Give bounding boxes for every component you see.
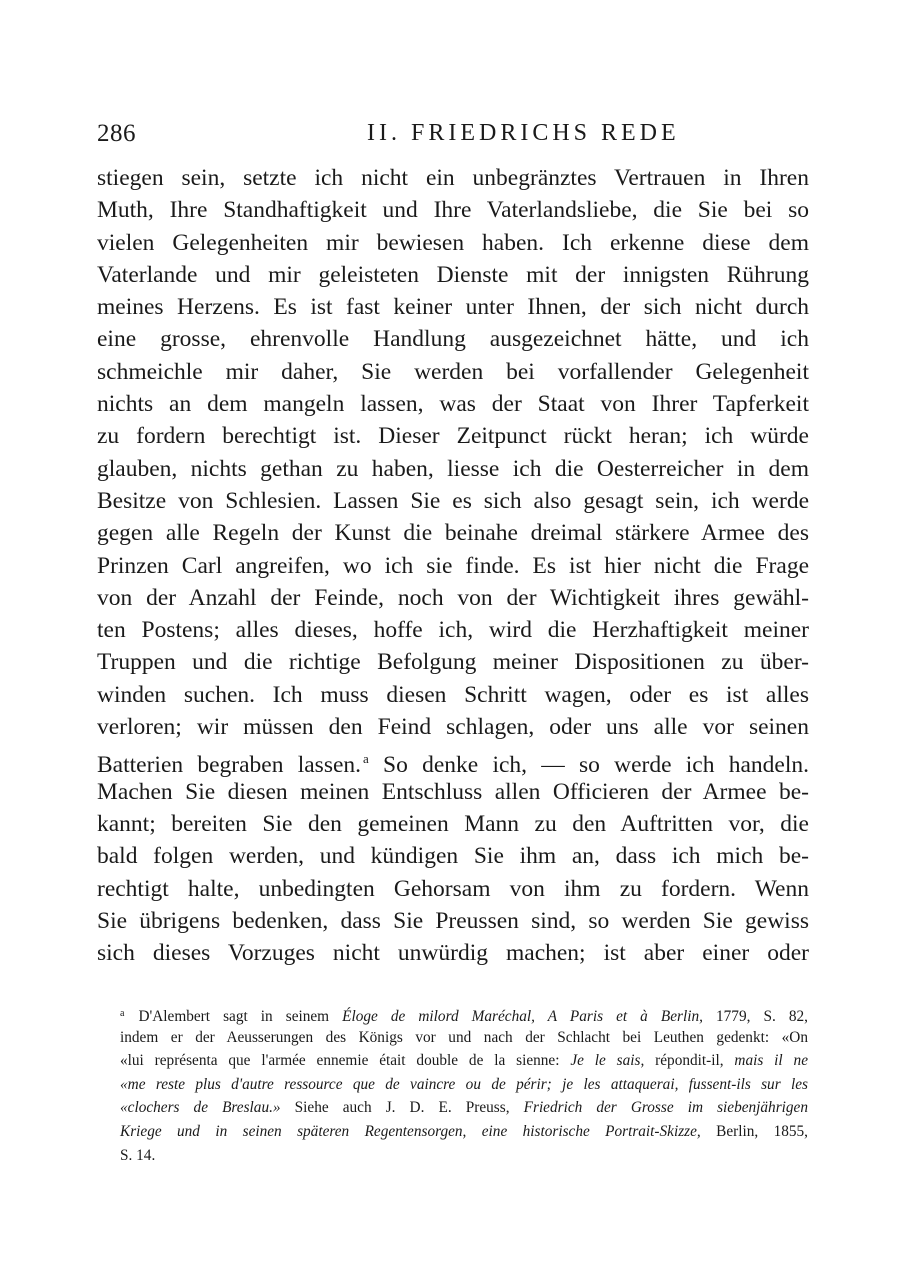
text-line: sich dieses Vorzuges nicht unwürdig machen; ist aber einer oder <box>97 940 809 967</box>
footnote-line <box>120 1096 808 1120</box>
text-line: rechtigt halte, unbedingten Gehorsam von ihm zu fordern. Wenn <box>97 875 809 902</box>
text-line: zu fordern berechtigt ist. Dieser Zeitpunct rückt heran; ich würde <box>97 423 809 450</box>
page-header <box>97 118 809 154</box>
footnote-text: Berlin, 1855, <box>700 1122 808 1140</box>
text-line: von der Anzahl der Feinde, noch von der Wichtigkeit ihres gewähl- <box>97 584 809 611</box>
page-number: 286 <box>97 120 136 147</box>
text-line: Vaterlande und mir geleisteten Dienste mit der innigsten Rührung <box>97 261 809 288</box>
text-segment: So denke ich, — so werde ich handeln. <box>368 752 809 779</box>
text-line: gegen alle Regeln der Kunst die beinahe dreimal stärkere Armee des <box>97 520 809 547</box>
text-line: Machen Sie diesen meinen Entschluss allen Officieren der Armee be- <box>97 778 809 805</box>
text-line: nichts an dem mangeln lassen, was der Staat von Ihrer Tapferkeit <box>97 391 809 418</box>
footnote-title-italic: Friedrich der Grosse im siebenjährigen <box>523 1099 808 1117</box>
footnote-quote-italic: «clochers de Breslau.» <box>120 1099 281 1117</box>
text-line: Besitze von Schlesien. Lassen Sie es sich also gesagt sein, ich werde <box>97 487 809 514</box>
footnote-title-italic: Éloge de milord Maréchal, A Paris et à Berlin, <box>342 1008 703 1025</box>
footnote <box>120 1002 808 1167</box>
footnote-line: S. 14. <box>120 1146 156 1164</box>
text-line: bald folgen werden, und kündigen Sie ihm an, dass ich mich be- <box>97 843 809 870</box>
running-title: II. FRIEDRICHS REDE <box>367 120 680 146</box>
footnote-quote-italic: mais il ne <box>734 1052 808 1070</box>
text-line: ten Postens; alles dieses, hoffe ich, wird die Herzhaftigkeit meiner <box>97 617 809 644</box>
text-line: vielen Gelegenheiten mir bewiesen haben. Ich erkenne diese dem <box>97 229 809 256</box>
footnote-title-italic: Kriege und in seinen späteren Regentensorgen, eine historische Portrait-Skizze, <box>120 1122 701 1140</box>
text-line: Truppen und die richtige Befolgung meiner Dispositionen zu über- <box>97 649 809 676</box>
text-line: kannt; bereiten Sie den gemeinen Mann zu den Auftritten vor, die <box>97 810 809 837</box>
text-line: meines Herzens. Es ist fast keiner unter Ihnen, der sich nicht durch <box>97 294 809 321</box>
faint-stamp-mark <box>392 975 432 993</box>
footnote-line: «me reste plus d'autre ressource que de vaincre ou de périr; je les attaquerai, fussent-ils sur les <box>120 1075 808 1093</box>
text-line: verloren; wir müssen den Feind schlagen, oder uns alle vor seinen <box>97 714 809 741</box>
footnote-line <box>120 1002 808 1026</box>
footnote-text: 1779, S. 82, <box>702 1008 809 1025</box>
text-line: stiegen sein, setzte ich nicht ein unbegränztes Vertrauen in Ihren <box>97 165 809 191</box>
text-line: Sie übrigens bedenken, dass Sie Preussen sind, so werden Sie gewiss <box>97 907 809 934</box>
footnote-line <box>120 1120 808 1144</box>
text-line-with-footnote-ref <box>97 743 809 779</box>
footnote-text: Siehe auch J. D. E. Preuss, <box>280 1099 524 1117</box>
text-line: Prinzen Carl angreifen, wo ich sie finde. Es ist hier nicht die Frage <box>97 552 809 579</box>
footnote-quote-italic: Je le sais, <box>570 1052 645 1070</box>
footnote-text: répondit-il, <box>644 1052 735 1070</box>
footnote-line <box>120 1049 808 1073</box>
footnote-marker: a <box>120 1008 125 1019</box>
footnote-text: «lui représenta que l'armée ennemie était double de la sienne: <box>120 1052 571 1070</box>
footnote-text: D'Alembert sagt in seinem <box>138 1008 343 1025</box>
footnote-reference-marker[interactable]: a <box>363 751 369 767</box>
text-line: winden suchen. Ich muss diesen Schritt wagen, oder es ist alles <box>97 681 809 708</box>
text-line: schmeichle mir daher, Sie werden bei vorfallender Gelegenheit <box>97 358 809 385</box>
footnote-line: indem er der Aeusserungen des Königs vor und nach der Schlacht bei Leuthen gedenkt: «On <box>120 1028 808 1046</box>
text-line: eine grosse, ehrenvolle Handlung ausgezeichnet hätte, und ich <box>97 326 809 353</box>
text-line: glauben, nichts gethan zu haben, liesse ich die Oesterreicher in dem <box>97 455 809 482</box>
text-line: Muth, Ihre Standhaftigkeit und Ihre Vaterlandsliebe, die Sie bei so <box>97 197 809 224</box>
main-text <box>97 162 809 969</box>
text-segment: Batterien begraben lassen. <box>97 752 362 779</box>
